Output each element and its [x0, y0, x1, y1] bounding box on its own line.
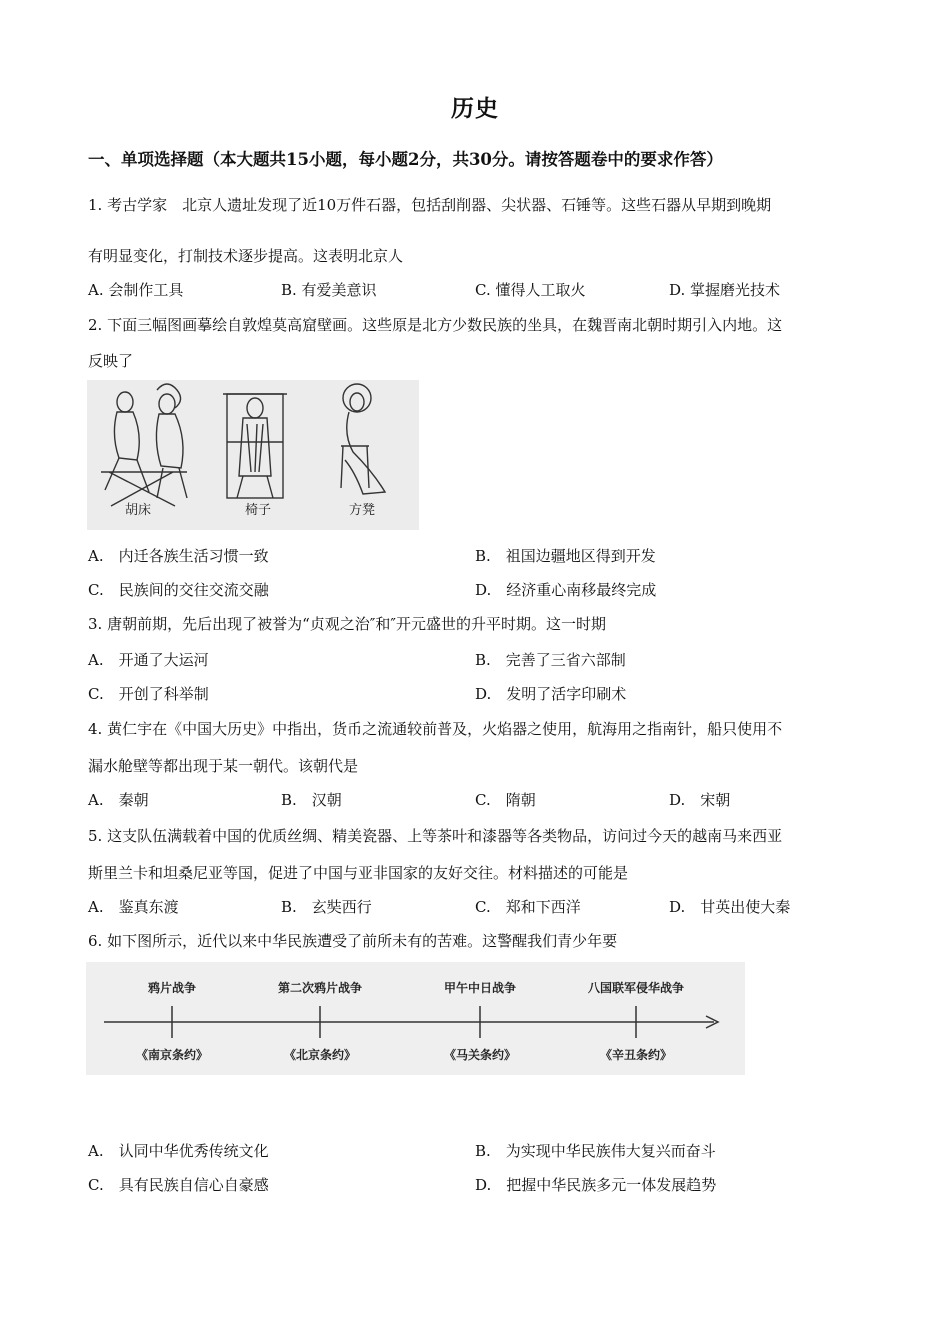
q2-option-c[interactable]: C. 民族间的交往交流交融	[88, 581, 269, 599]
q3-option-d[interactable]: D. 发明了活字印刷术	[475, 685, 627, 703]
q3-option-c[interactable]: C. 开创了科举制	[88, 685, 209, 703]
q1-option-d[interactable]: D. 掌握磨光技术	[669, 281, 781, 299]
timeline-treaty-3: 《马关条约》	[443, 1048, 517, 1062]
q5-option-a[interactable]: A. 鉴真东渡	[88, 898, 179, 916]
q6-option-d[interactable]: D. 把握中华民族多元一体发展趋势	[475, 1176, 717, 1194]
q1-option-c[interactable]: C. 懂得人工取火	[475, 281, 586, 299]
timeline-treaty-4: 《辛丑条约》	[599, 1048, 673, 1062]
figure-label-3: 方凳	[349, 503, 376, 518]
q6-option-b[interactable]: B. 为实现中华民族伟大复兴而奋斗	[475, 1142, 716, 1160]
q5-option-c[interactable]: C. 郑和下西洋	[475, 898, 581, 916]
q5-option-d[interactable]: D. 甘英出使大秦	[669, 898, 791, 916]
timeline-event-3: 甲午中日战争	[443, 981, 517, 995]
question-2-line-2: 反映了	[88, 352, 134, 370]
mural-seats-figure	[87, 380, 419, 530]
q5-option-b[interactable]: B. 玄奘西行	[281, 898, 372, 916]
q3-option-a[interactable]: A. 开通了大运河	[88, 651, 209, 669]
timeline-event-2: 第二次鸦片战争	[277, 981, 363, 995]
q1-option-b[interactable]: B. 有爱美意识	[281, 281, 377, 299]
page-title: 历史	[451, 95, 499, 122]
question-5-line-2: 斯里兰卡和坦桑尼亚等国，促进了中国与亚非国家的友好交往。材料描述的可能是	[88, 864, 629, 882]
timeline-event-1: 鸦片战争	[147, 981, 197, 995]
q2-option-b[interactable]: B. 祖国边疆地区得到开发	[475, 547, 656, 565]
q3-option-b[interactable]: B. 完善了三省六部制	[475, 651, 626, 669]
q2-option-d[interactable]: D. 经济重心南移最终完成	[475, 581, 657, 599]
question-1-line-1: 1. 考古学家 北京人遗址发现了近10万件石器，包括刮削器、尖状器、石锤等。这些石器从早期到晚期	[88, 196, 772, 214]
q4-option-a[interactable]: A. 秦朝	[88, 791, 149, 809]
question-1-line-2: 有明显变化，打制技术逐步提高。这表明北京人	[88, 247, 404, 265]
timeline-treaty-1: 《南京条约》	[135, 1048, 209, 1062]
q6-option-c[interactable]: C. 具有民族自信心自豪感	[88, 1176, 269, 1194]
q4-option-d[interactable]: D. 宋朝	[669, 791, 731, 809]
timeline-event-4: 八国联军侵华战争	[587, 981, 685, 995]
timeline-treaty-2: 《北京条约》	[283, 1048, 357, 1062]
figure-label-1: 胡床	[125, 503, 152, 518]
question-3-line-1: 3. 唐朝前期，先后出现了被誉为“贞观之治″和″开元盛世的升平时期。这一时期	[88, 615, 606, 633]
question-2-line-1: 2. 下面三幅图画摹绘自敦煌莫高窟壁画。这些原是北方少数民族的坐具，在魏晋南北朝时期引入内地。这	[88, 316, 783, 334]
q1-option-a[interactable]: A. 会制作工具	[88, 281, 184, 299]
q4-option-b[interactable]: B. 汉朝	[281, 791, 342, 809]
question-6-line-1: 6. 如下图所示，近代以来中华民族遭受了前所未有的苦难。这警醒我们青少年要	[88, 932, 618, 950]
figure-label-2: 椅子	[245, 503, 272, 518]
question-4-line-1: 4. 黄仁宇在《中国大历史》中指出，货币之流通较前普及，火焰器之使用，航海用之指南针，船只使用不	[88, 720, 783, 738]
q2-option-a[interactable]: A. 内迁各族生活习惯一致	[88, 547, 269, 565]
section-heading: 一、单项选择题（本大题共15小题，每小题2分，共30分。请按答题卷中的要求作答）	[88, 150, 723, 169]
question-4-line-2: 漏水舱壁等都出现于某一朝代。该朝代是	[88, 757, 359, 775]
timeline-figure	[86, 962, 745, 1075]
q6-option-a[interactable]: A. 认同中华优秀传统文化	[88, 1142, 269, 1160]
q4-option-c[interactable]: C. 隋朝	[475, 791, 536, 809]
question-5-line-1: 5. 这支队伍满载着中国的优质丝绸、精美瓷器、上等茶叶和漆器等各类物品，访问过今天的越南马来西亚	[88, 827, 783, 845]
